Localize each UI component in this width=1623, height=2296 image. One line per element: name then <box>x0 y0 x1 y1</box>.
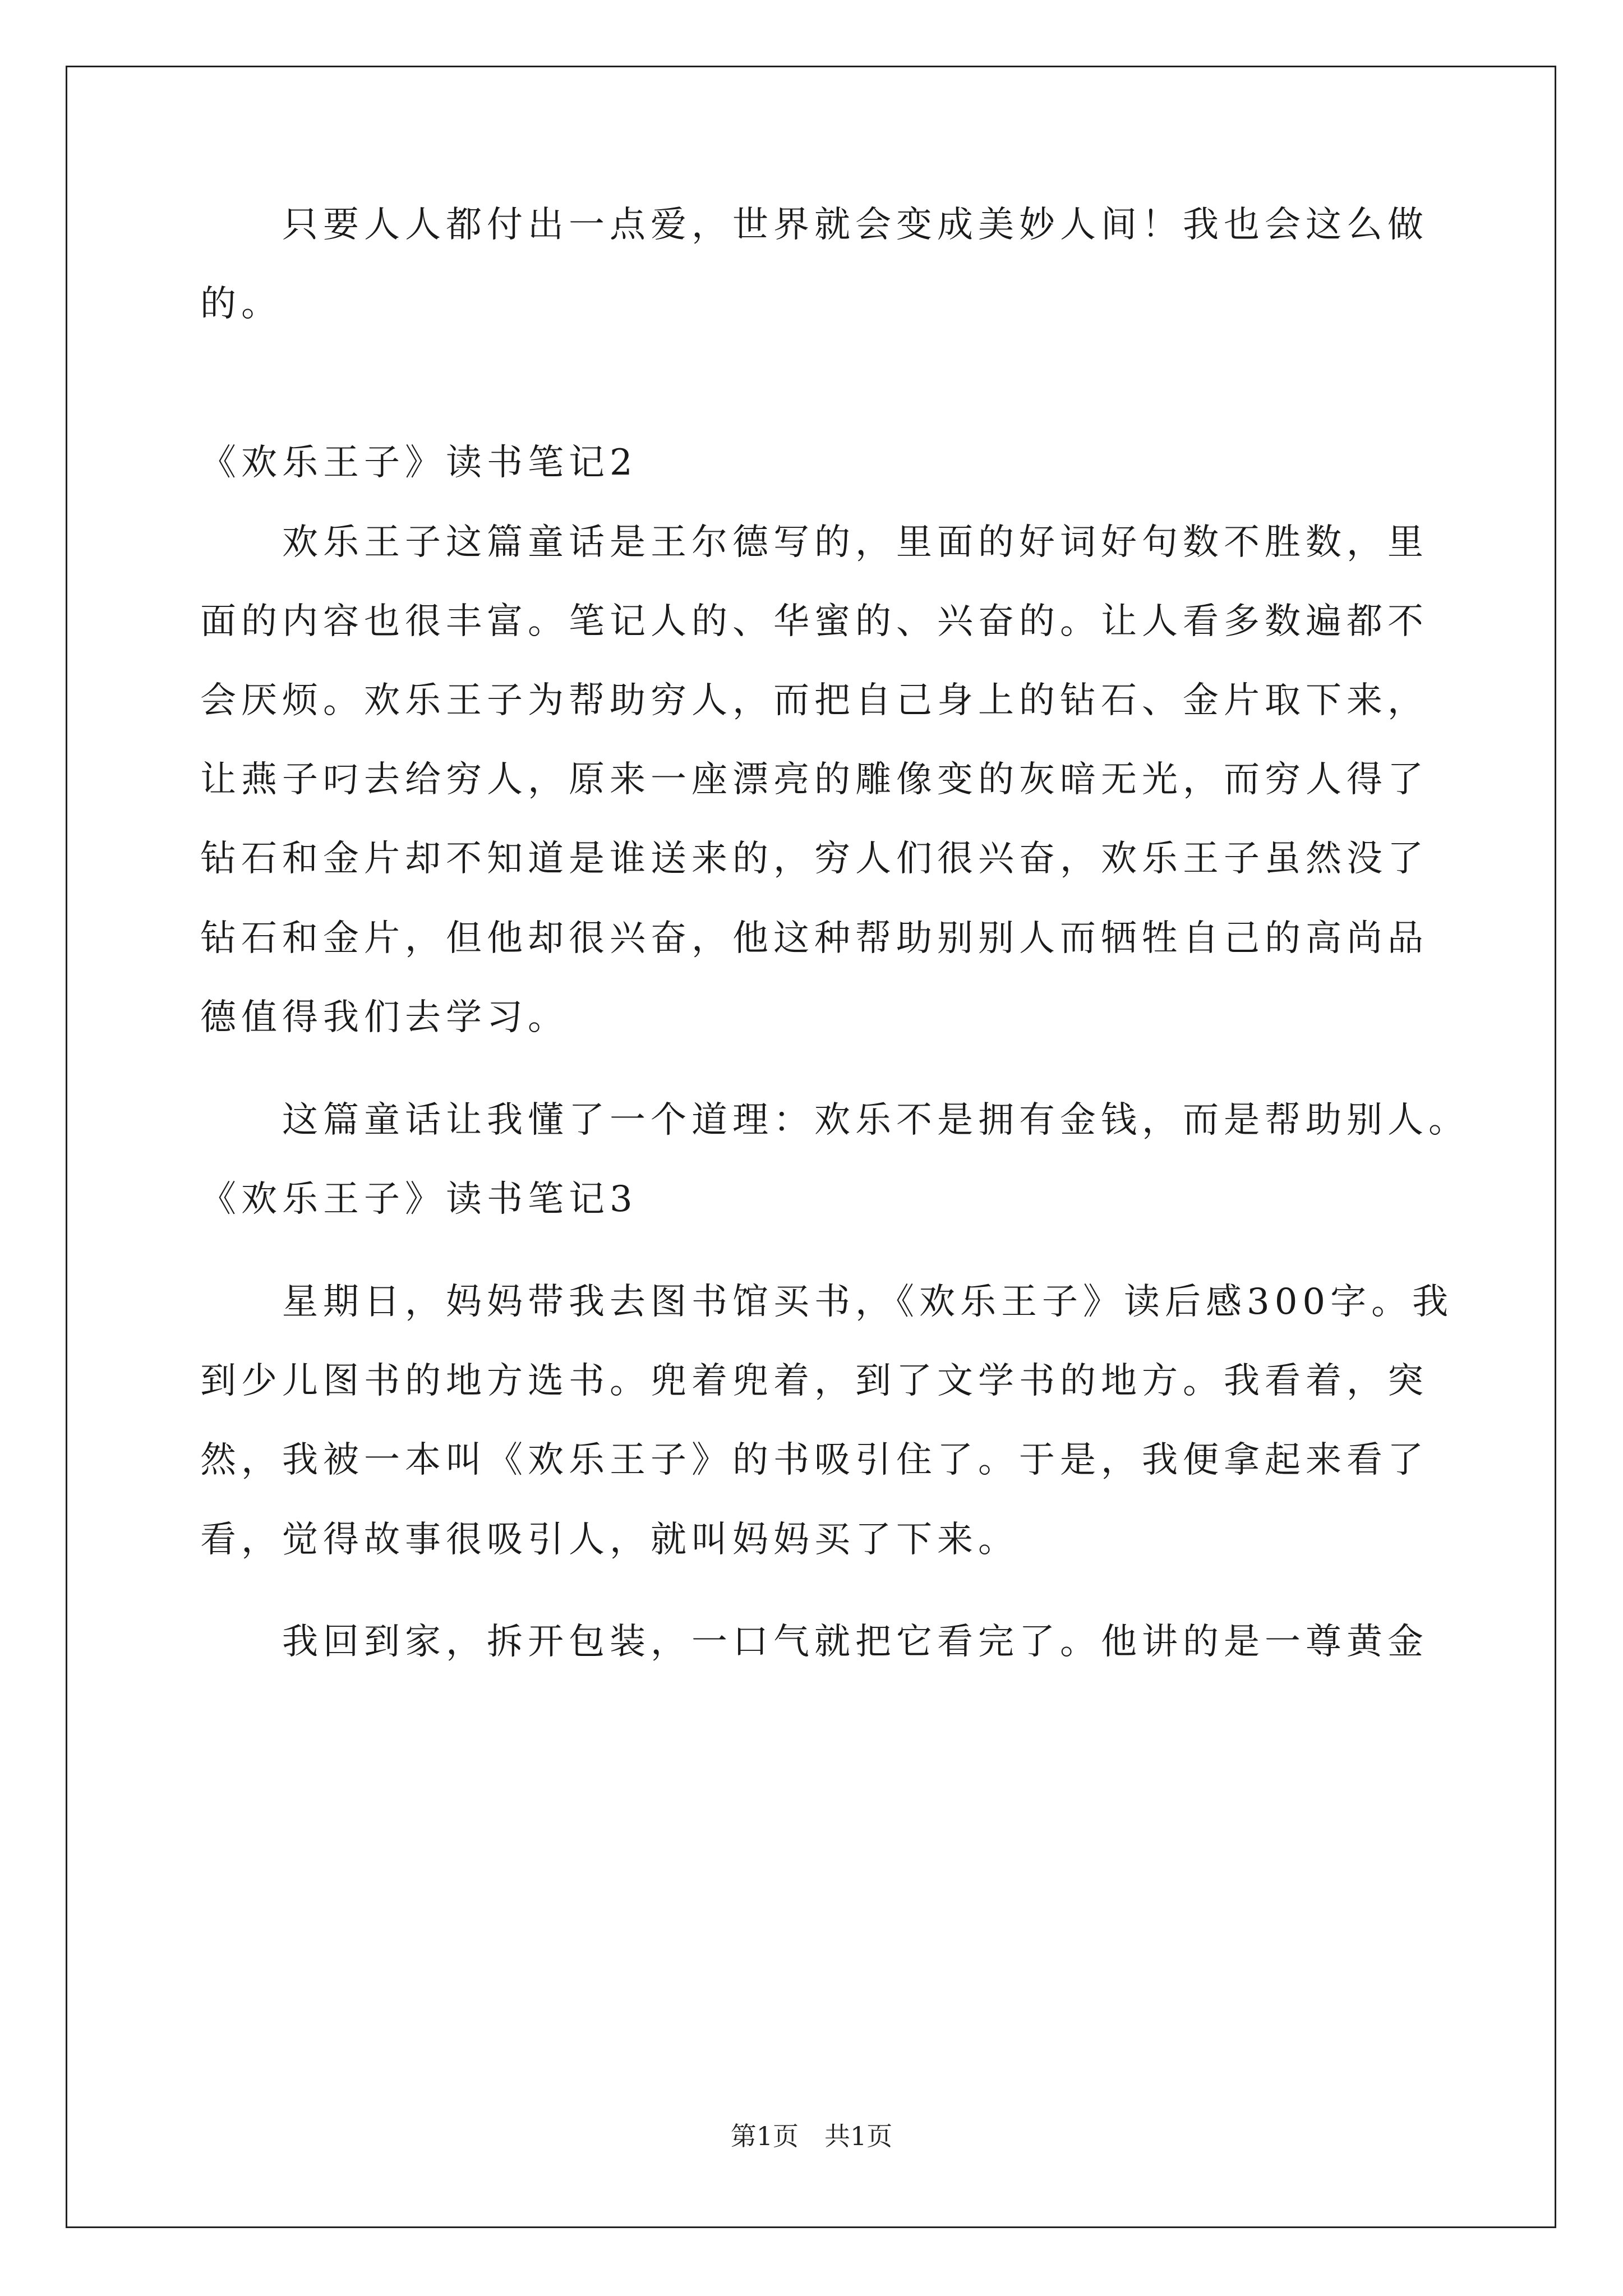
text-line: 只要人人都付出一点爱，世界就会变成美妙人间！我也会这么做 <box>200 204 1428 246</box>
text-line: 钻石和金片却不知道是谁送来的，穷人们很兴奋，欢乐王子虽然没了 <box>200 838 1428 880</box>
text-line: 会厌烦。欢乐王子为帮助穷人，而把自己身上的钻石、金片取下来， <box>200 680 1428 721</box>
text-line: 星期日，妈妈带我去图书馆买书，《欢乐王子》读后感300字。我 <box>200 1281 1454 1323</box>
text-line: 德值得我们去学习。 <box>200 997 569 1038</box>
text-line: 钻石和金片，但他却很兴奋，他这种帮助别别人而牺牲自己的高尚品 <box>200 918 1428 959</box>
text-line: 的。 <box>200 283 282 325</box>
text-line: 看，觉得故事很吸引人，就叫妈妈买了下来。 <box>200 1519 1019 1561</box>
page-number-footer: 第1页 共1页 <box>730 2121 893 2151</box>
text-line: 这篇童话让我懂了一个道理：欢乐不是拥有金钱，而是帮助别人。 <box>200 1099 1469 1141</box>
text-line: 到少儿图书的地方选书。兜着兜着，到了文学书的地方。我看着，突 <box>200 1360 1428 1402</box>
text-line: 面的内容也很丰富。笔记人的、华蜜的、兴奋的。让人看多数遍都不 <box>200 601 1428 642</box>
text-line: 然，我被一本叫《欢乐王子》的书吸引住了。于是，我便拿起来看了 <box>200 1439 1428 1481</box>
section-heading: 《欢乐王子》读书笔记3 <box>200 1179 638 1220</box>
page-border <box>66 66 1556 2228</box>
text-line: 欢乐王子这篇童话是王尔德写的，里面的好词好句数不胜数，里 <box>200 522 1428 563</box>
text-line: 让燕子叼去给穷人，原来一座漂亮的雕像变的灰暗无光，而穷人得了 <box>200 759 1428 800</box>
text-line: 我回到家，拆开包装，一口气就把它看完了。他讲的是一尊黄金 <box>200 1621 1428 1663</box>
section-heading: 《欢乐王子》读书笔记2 <box>200 442 638 484</box>
